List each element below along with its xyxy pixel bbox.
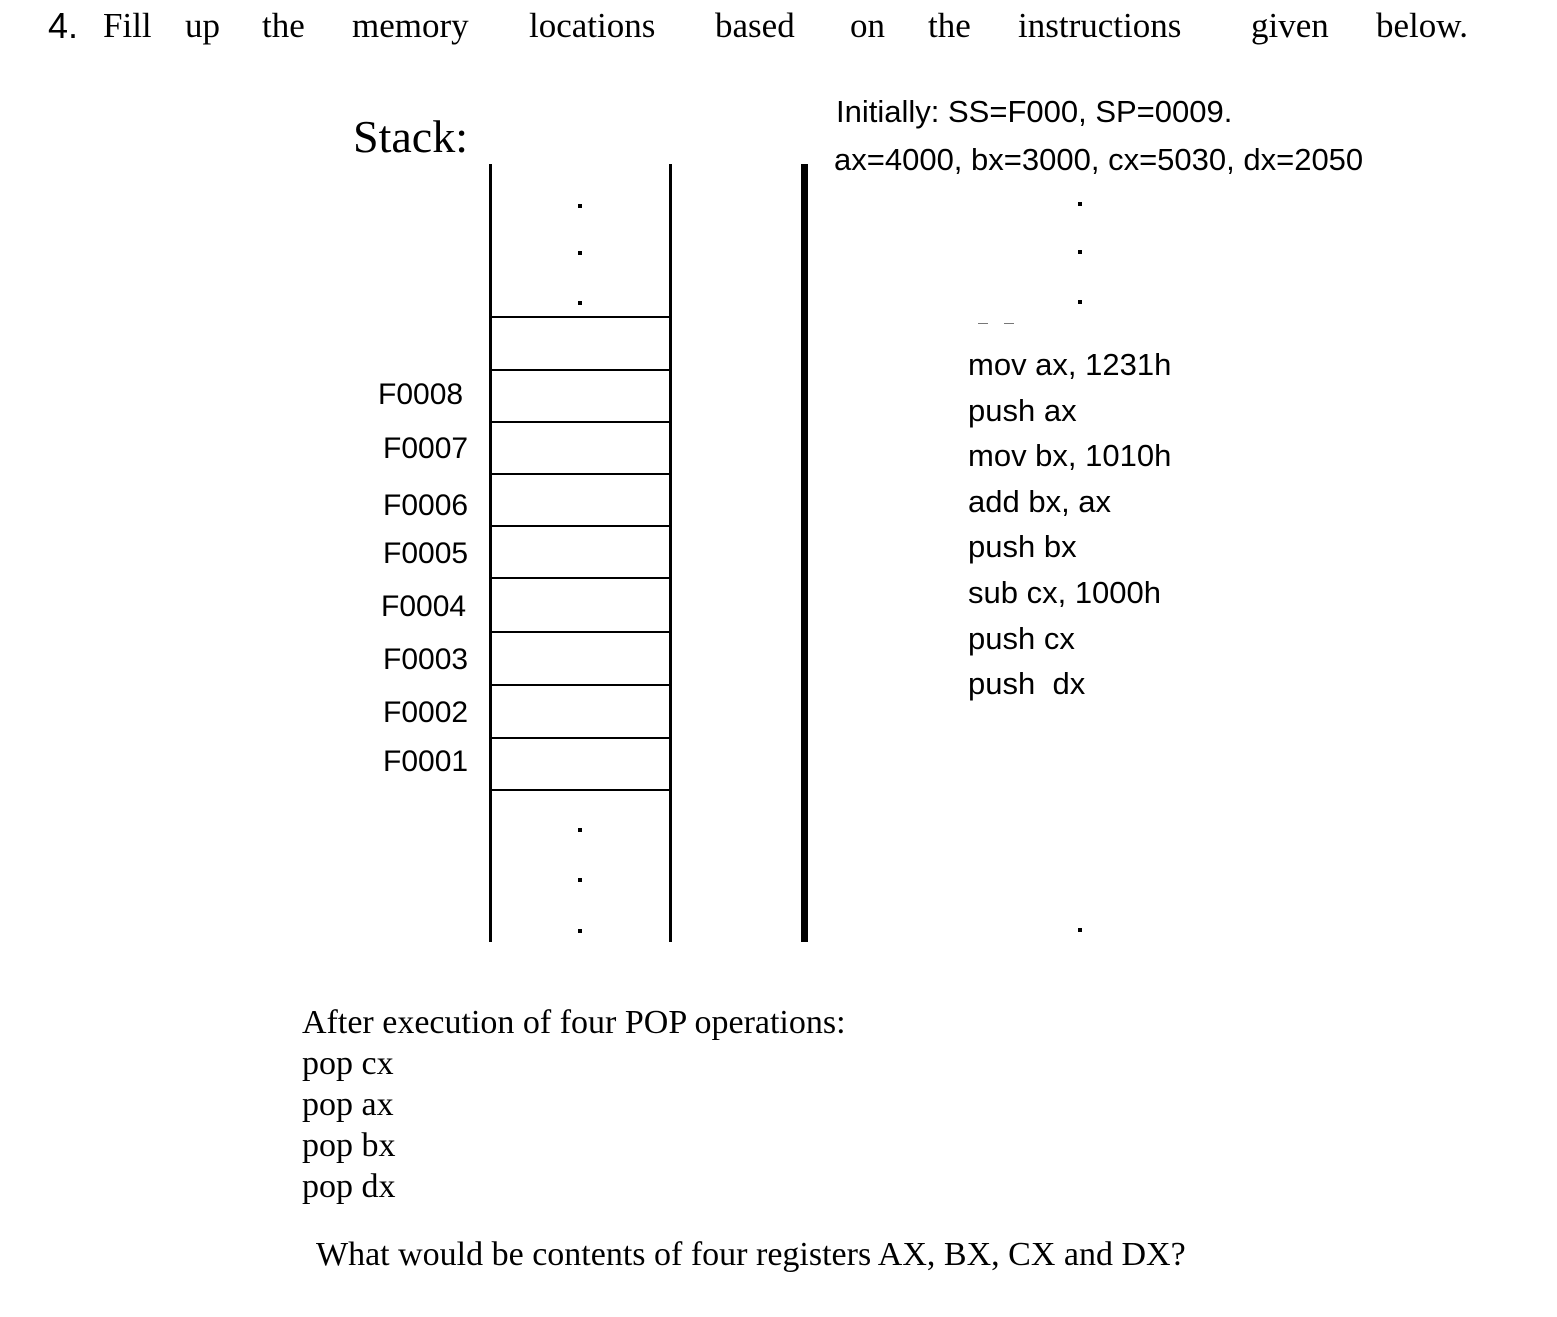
- heading-word: locations: [529, 6, 656, 45]
- ellipsis-dot: [578, 204, 582, 208]
- pop-line: pop bx: [302, 1127, 396, 1164]
- stack-cell-border: [491, 525, 670, 527]
- pop-line: pop ax: [302, 1086, 394, 1123]
- heading-word: given: [1251, 6, 1329, 45]
- ellipsis-dot: [578, 929, 582, 933]
- heading-word: below.: [1376, 6, 1469, 45]
- instruction-line: mov ax, 1231h: [968, 347, 1172, 382]
- address-label: F0004: [381, 590, 467, 623]
- ellipsis-dot: [1078, 300, 1082, 304]
- divider-bar: [801, 164, 808, 942]
- address-label: F0003: [383, 643, 469, 676]
- heading-word: Fill: [103, 6, 152, 45]
- heading-word: memory: [352, 6, 469, 45]
- stack-cell-border: [491, 737, 670, 739]
- instruction-line: sub cx, 1000h: [968, 575, 1162, 610]
- stack-cell-border: [491, 473, 670, 475]
- ellipsis-dot: [1078, 250, 1082, 254]
- stack-cell-border: [491, 631, 670, 633]
- ellipsis-dot: [578, 301, 582, 305]
- stack-right-wall: [669, 164, 672, 942]
- address-label: F0002: [383, 696, 469, 729]
- question-number: 4.: [48, 5, 79, 46]
- heading-word: on: [850, 6, 885, 45]
- ellipsis-dot: [578, 251, 582, 255]
- heading-word: up: [185, 6, 220, 45]
- address-label: F0008: [378, 378, 464, 411]
- instruction-line: mov bx, 1010h: [968, 438, 1172, 473]
- ellipsis-dot: [1078, 202, 1082, 206]
- pop-line: pop cx: [302, 1045, 394, 1082]
- instruction-line: add bx, ax: [968, 484, 1112, 519]
- address-label: F0007: [383, 432, 469, 465]
- stack-cell-border: [491, 316, 670, 318]
- instruction-line: push bx: [968, 529, 1077, 564]
- initial-line-1: Initially: SS=F000, SP=0009.: [836, 94, 1233, 129]
- instruction-line: push dx: [968, 666, 1086, 701]
- instruction-line: push ax: [968, 393, 1077, 428]
- stack-title: Stack:: [353, 111, 468, 162]
- final-question: What would be contents of four registers AX, BX, CX and DX?: [316, 1236, 1186, 1273]
- ellipsis-dot: [578, 828, 582, 832]
- heading-word: instructions: [1018, 6, 1182, 45]
- stack-cell-border: [491, 789, 670, 791]
- stack-left-wall: [489, 164, 492, 942]
- stack-cell-border: [491, 421, 670, 423]
- stack-cell-border: [491, 577, 670, 579]
- pop-line: pop dx: [302, 1168, 396, 1205]
- heading-word: the: [928, 6, 971, 45]
- initial-line-2: ax=4000, bx=3000, cx=5030, dx=2050: [834, 142, 1364, 177]
- stack-cell-border: [491, 684, 670, 686]
- faint-mark: [1004, 323, 1014, 324]
- address-label: F0005: [383, 537, 469, 570]
- instruction-line: push cx: [968, 621, 1075, 656]
- after-heading: After execution of four POP operations:: [302, 1004, 846, 1041]
- ellipsis-dot: [1078, 928, 1082, 932]
- heading-word: based: [715, 6, 795, 45]
- address-label: F0001: [383, 745, 469, 778]
- stack-cell-border: [491, 369, 670, 371]
- faint-mark: [978, 323, 988, 324]
- heading-word: the: [262, 6, 305, 45]
- address-label: F0006: [383, 489, 469, 522]
- ellipsis-dot: [578, 878, 582, 882]
